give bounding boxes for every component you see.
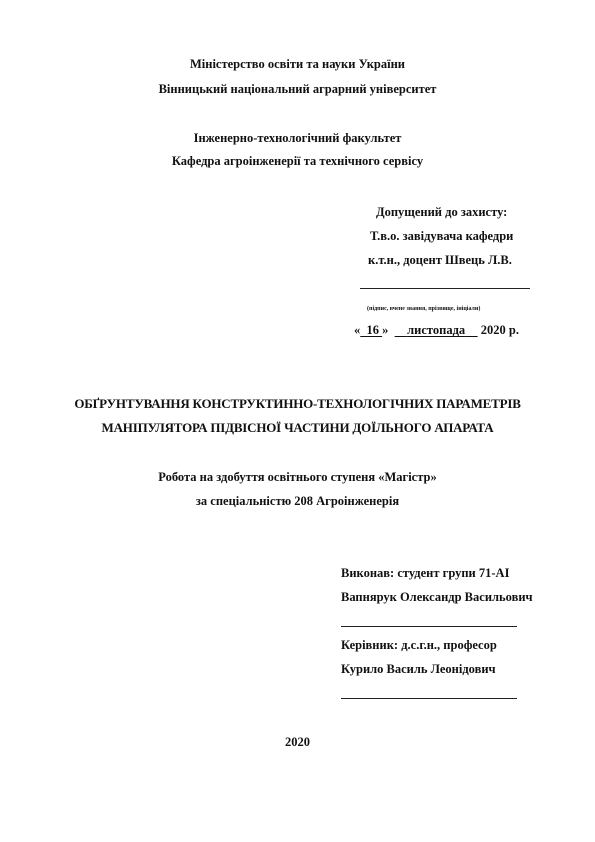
department-name: Кафедра агроінженерії та технічного сервісу	[171, 154, 424, 168]
date-day	[360, 323, 382, 337]
author-label: Виконав: студент групи 71-АІ	[341, 566, 510, 580]
author-name: Вапнярук Олександр Васильович	[341, 590, 533, 604]
date-day-value: 16	[366, 323, 379, 337]
date-month	[395, 323, 478, 337]
university-name: Вінницький національний аграрний університет	[158, 82, 437, 96]
signature-line	[360, 288, 530, 289]
date-close-quote: »	[382, 323, 389, 337]
ministry-name: Міністерство освіти та науки України	[189, 57, 406, 71]
degree-line: Робота на здобуття освітнього ступеня «Магістр»	[158, 470, 437, 484]
head-role: Т.в.о. завідувача кафедри	[370, 229, 514, 243]
document-year: 2020	[285, 735, 310, 749]
admitted-label: Допущений до захисту:	[376, 205, 508, 219]
faculty-name: Інженерно-технологічний факультет	[193, 131, 402, 145]
date-month-value: листопада	[407, 323, 466, 337]
supervisor-label: Керівник: д.с.г.н., професор	[341, 638, 497, 652]
supervisor-name: Курило Василь Леонідович	[341, 662, 496, 676]
signature-caption: (підпис, вчене звання, прізвище, ініціали)	[367, 306, 481, 312]
approval-date	[354, 323, 519, 338]
thesis-title-line-2: МАНІПУЛЯТОРА ПІДВІСНОЇ ЧАСТИНИ ДОЇЛЬНОГО АПАРАТА	[101, 420, 494, 435]
date-open-quote: «	[354, 323, 361, 337]
thesis-title-line-1: ОБҐРУНТУВАННЯ КОНСТРУКТИННО-ТЕХНОЛОГІЧНИХ ПАРАМЕТРІВ	[74, 396, 521, 411]
author-signature-line	[341, 626, 517, 627]
date-year: 2020 р.	[480, 323, 519, 337]
supervisor-signature-line	[341, 698, 517, 699]
specialty-line: за спеціальністю 208 Агроінженерія	[195, 494, 400, 508]
head-person: к.т.н., доцент Швець Л.В.	[368, 253, 512, 267]
